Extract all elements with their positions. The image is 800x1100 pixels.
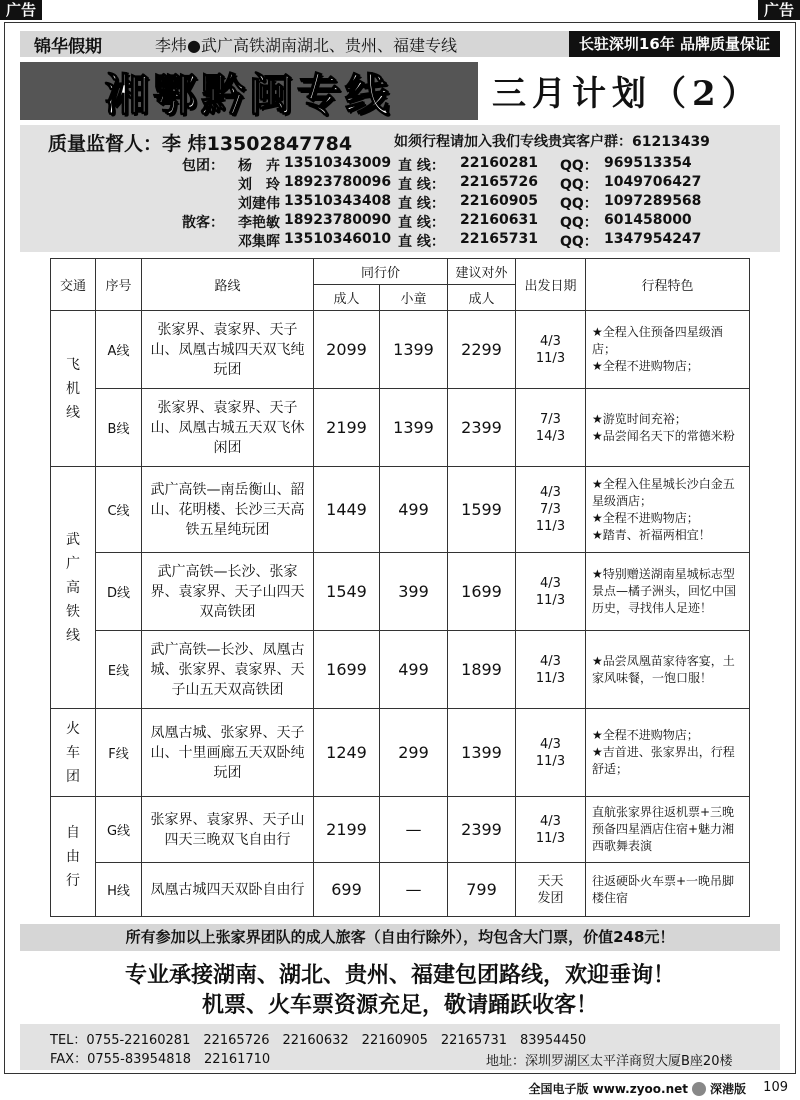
contact-direct-line: 22160281 xyxy=(460,155,538,171)
footer-fax: FAX：0755-83954818 22161710 xyxy=(50,1052,271,1067)
price-child: 1399 xyxy=(380,311,448,389)
departure-date: 天天 发团 xyxy=(516,863,586,917)
page-footer xyxy=(528,1080,746,1097)
table-row xyxy=(51,797,750,863)
departure-date: 7/3 14/3 xyxy=(516,389,586,467)
contact-qq: 969513354 xyxy=(604,155,692,171)
table-row xyxy=(51,389,750,467)
route-no: A线 xyxy=(96,311,142,389)
direct-label: 直 线： xyxy=(398,234,445,250)
edition-brand: 深港版 xyxy=(709,1082,746,1096)
traffic-type: 自 由 行 xyxy=(51,797,96,917)
traffic-type: 火 车 团 xyxy=(51,709,96,797)
contact-name: 邓集晖 xyxy=(238,234,280,250)
plan-title: 三月计划（2） xyxy=(492,74,762,114)
footer-contact xyxy=(20,1024,780,1070)
departure-date: 4/3 11/3 xyxy=(516,709,586,797)
group-note: 如须行程请加入我们专线贵宾客户群：61213439 xyxy=(394,134,710,150)
contact-row xyxy=(178,193,714,212)
price-suggested: 1699 xyxy=(448,553,516,631)
contact-name: 刘建伟 xyxy=(238,196,280,212)
table-row xyxy=(51,467,750,553)
traffic-type: 武 广 高 铁 线 xyxy=(51,467,96,709)
price-adult: 1699 xyxy=(314,631,380,709)
supervisor: 质量监督人：李 炜13502847784 xyxy=(48,133,353,155)
title-banner xyxy=(20,62,478,120)
headline-tickets: 机票、火车票资源充足，敬请踊跃收客！ xyxy=(201,992,598,1018)
footer-address: 地址：深圳罗湖区太平洋商贸大厦B座20楼 xyxy=(486,1054,733,1069)
contact-info-box xyxy=(20,125,780,252)
price-adult: 1549 xyxy=(314,553,380,631)
header-peer-price: 同行价 xyxy=(314,259,448,285)
route-name: 武广高铁—南岳衡山、韶山、花明楼、长沙三天高铁五星纯玩团 xyxy=(142,467,314,553)
table-row xyxy=(51,709,750,797)
route-features: ★特别赠送湖南星城标志型景点—橘子洲头，回忆中国历史，寻找伟人足迹！ xyxy=(586,553,750,631)
route-no: E线 xyxy=(96,631,142,709)
price-adult: 1449 xyxy=(314,467,380,553)
price-suggested: 1599 xyxy=(448,467,516,553)
price-adult: 1249 xyxy=(314,709,380,797)
route-name: 张家界、袁家界、天子山、凤凰古城四天双飞纯玩团 xyxy=(142,311,314,389)
route-no: G线 xyxy=(96,797,142,863)
contact-direct-line: 22160631 xyxy=(460,212,538,228)
route-name: 凤凰古城、张家界、天子山、十里画廊五天双卧纯玩团 xyxy=(142,709,314,797)
departure-date: 4/3 11/3 xyxy=(516,797,586,863)
contact-qq: 1049706427 xyxy=(604,174,702,190)
qq-label: QQ： xyxy=(560,158,598,174)
qq-label: QQ： xyxy=(560,215,598,231)
table-row xyxy=(51,863,750,917)
price-adult: 2099 xyxy=(314,311,380,389)
departure-date: 4/3 11/3 xyxy=(516,631,586,709)
ad-label-left: 广告 xyxy=(0,0,42,20)
brand-slogan: 长驻深圳16年 品牌质量保证 xyxy=(569,31,780,57)
route-no: F线 xyxy=(96,709,142,797)
contact-row xyxy=(178,155,714,174)
contact-label xyxy=(178,231,224,250)
route-name: 武广高铁—长沙、张家界、袁家界、天子山四天双高铁团 xyxy=(142,553,314,631)
contact-direct-line: 22160905 xyxy=(460,193,538,209)
route-features: ★全程入住星城长沙白金五星级酒店； ★全程不进购物店； ★踏青、祈福两相宜！ xyxy=(586,467,750,553)
price-suggested: 1399 xyxy=(448,709,516,797)
contact-qq: 1097289568 xyxy=(604,193,702,209)
contact-name: 李艳敏 xyxy=(238,215,280,231)
direct-label: 直 线： xyxy=(398,215,445,231)
direct-label: 直 线： xyxy=(398,177,445,193)
table-row xyxy=(51,631,750,709)
brand-contact-line: 李炜●武广高铁湖南湖北、贵州、福建专线 xyxy=(155,35,457,55)
route-name: 张家界、袁家界、天子山四天三晚双飞自由行 xyxy=(142,797,314,863)
qq-label: QQ： xyxy=(560,196,598,212)
price-child: 299 xyxy=(380,709,448,797)
price-child: 399 xyxy=(380,553,448,631)
route-no: H线 xyxy=(96,863,142,917)
brand-name: 锦华假期 xyxy=(34,36,102,57)
header-route: 路线 xyxy=(142,259,314,311)
price-suggested: 2299 xyxy=(448,311,516,389)
route-features: ★游览时间充裕； ★品尝闻名天下的常德米粉 xyxy=(586,389,750,467)
contact-phone: 13510343009 xyxy=(284,155,392,171)
route-features: 往返硬卧火车票+一晚吊脚楼住宿 xyxy=(586,863,750,917)
departure-date: 4/3 7/3 11/3 xyxy=(516,467,586,553)
price-child: — xyxy=(380,797,448,863)
route-name: 凤凰古城四天双卧自由行 xyxy=(142,863,314,917)
contact-row xyxy=(178,174,714,193)
contact-row xyxy=(178,231,714,250)
contact-row xyxy=(178,212,714,231)
contact-label: 包团： xyxy=(182,158,224,174)
direct-label: 直 线： xyxy=(398,196,445,212)
contact-name: 杨 卉 xyxy=(238,158,280,174)
contact-phone: 13510343408 xyxy=(284,193,392,209)
header-adult-suggested: 成人 xyxy=(448,285,516,311)
price-suggested: 799 xyxy=(448,863,516,917)
price-child: — xyxy=(380,863,448,917)
price-child: 1399 xyxy=(380,389,448,467)
header-adult: 成人 xyxy=(314,285,380,311)
departure-date: 4/3 11/3 xyxy=(516,311,586,389)
ad-label-right: 广告 xyxy=(758,0,800,20)
contact-phone: 18923780096 xyxy=(284,174,392,190)
header-features: 行程特色 xyxy=(586,259,750,311)
contact-qq: 601458000 xyxy=(604,212,692,228)
header-no: 序号 xyxy=(96,259,142,311)
header-child: 小童 xyxy=(380,285,448,311)
qq-label: QQ： xyxy=(560,234,598,250)
price-child: 499 xyxy=(380,467,448,553)
qq-label: QQ： xyxy=(560,177,598,193)
header-date: 出发日期 xyxy=(516,259,586,311)
price-suggested: 2399 xyxy=(448,389,516,467)
route-table xyxy=(50,258,750,917)
logo-icon xyxy=(692,1082,706,1096)
route-no: B线 xyxy=(96,389,142,467)
edition-text: 全国电子版 www.zyoo.net xyxy=(528,1082,688,1096)
price-adult: 2199 xyxy=(314,797,380,863)
contact-label: 散客： xyxy=(182,215,224,231)
footer-tel: TEL：0755-22160281 22165726 22160632 22160905 22165731 83954450 xyxy=(50,1033,587,1048)
header-traffic: 交通 xyxy=(51,259,96,311)
table-row xyxy=(51,553,750,631)
table-row xyxy=(51,311,750,389)
contact-phone: 18923780090 xyxy=(284,212,392,228)
contact-label xyxy=(178,193,224,212)
route-features: ★全程不进购物店； ★吉首进、张家界出，行程舒适； xyxy=(586,709,750,797)
brand-bar xyxy=(20,31,780,57)
contact-direct-line: 22165726 xyxy=(460,174,538,190)
route-no: D线 xyxy=(96,553,142,631)
price-adult: 2199 xyxy=(314,389,380,467)
contact-qq: 1347954247 xyxy=(604,231,702,247)
headline-charter: 专业承接湖南、湖北、贵州、福建包团路线，欢迎垂询！ xyxy=(124,962,675,988)
route-name: 武广高铁—长沙、凤凰古城、张家界、袁家界、天子山五天双高铁团 xyxy=(142,631,314,709)
direct-label: 直 线： xyxy=(398,158,445,174)
route-features: 直航张家界往返机票+三晚预备四星酒店住宿+魅力湘西歌舞表演 xyxy=(586,797,750,863)
ticket-notice: 所有参加以上张家界团队的成人旅客（自由行除外），均包含大门票，价值248元！ xyxy=(20,924,780,951)
header-suggested: 建议对外 xyxy=(448,259,516,285)
price-suggested: 1899 xyxy=(448,631,516,709)
route-no: C线 xyxy=(96,467,142,553)
route-name: 张家界、袁家界、天子山、凤凰古城五天双飞休闲团 xyxy=(142,389,314,467)
contact-list xyxy=(178,155,714,250)
contact-direct-line: 22165731 xyxy=(460,231,538,247)
contact-name: 刘 玲 xyxy=(238,177,280,193)
contact-label xyxy=(178,174,224,193)
price-adult: 699 xyxy=(314,863,380,917)
contact-phone: 13510346010 xyxy=(284,231,392,247)
departure-date: 4/3 11/3 xyxy=(516,553,586,631)
page-number: 109 xyxy=(763,1080,788,1095)
price-suggested: 2399 xyxy=(448,797,516,863)
route-features: ★品尝凤凰苗家待客宴，土家风味餐，一饱口服！ xyxy=(586,631,750,709)
route-features: ★全程入住预备四星级酒店； ★全程不进购物店； xyxy=(586,311,750,389)
price-child: 499 xyxy=(380,631,448,709)
traffic-type: 飞 机 线 xyxy=(51,311,96,467)
page-title: 湘鄂黔闽专线 xyxy=(105,70,393,121)
